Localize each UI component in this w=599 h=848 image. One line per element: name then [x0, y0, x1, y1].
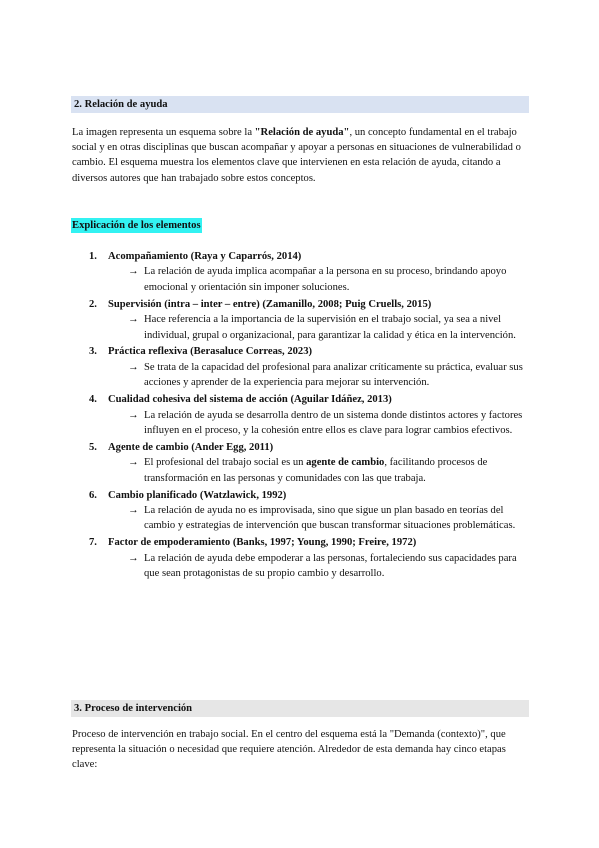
- item-title: Práctica reflexiva (Berasaluce Correas, 2023): [108, 346, 313, 358]
- intro-bold-term: "Relación de ayuda": [254, 127, 350, 138]
- arrow-icon: →: [128, 361, 139, 373]
- item-description-text: La relación de ayuda no es improvisada, sino que sigue un plan basado en teorías del cambio y estrategias de intervención que buscan transformar situaciones problemáticas.: [144, 504, 516, 532]
- item-title: Agente de cambio (Ander Egg, 2011): [108, 441, 274, 453]
- list-item: [71, 297, 529, 343]
- item-number: 2.: [89, 298, 97, 310]
- item-number: 3.: [89, 346, 97, 358]
- elements-list: [71, 249, 529, 583]
- item-description-text: Se trata de la capacidad del profesional para analizar críticamente su práctica, evaluar sus acciones y aprender de la experiencia para mejorar su intervención.: [144, 361, 523, 389]
- item-title: Cualidad cohesiva del sistema de acción (Aguilar Idáñez, 2013): [108, 394, 392, 406]
- item-number: 7.: [89, 537, 97, 549]
- item-description-text: La relación de ayuda implica acompañar a la persona en su proceso, brindando apoyo emocional y orientación sin imponer soluciones.: [144, 266, 507, 293]
- arrow-icon: →: [128, 314, 139, 326]
- item-title: Cambio planificado (Watzlawick, 1992): [108, 489, 287, 501]
- list-item: [71, 249, 529, 295]
- section-heading-proceso-de-intervencion: 3. Proceso de intervención: [71, 700, 529, 717]
- item-description: [128, 551, 529, 582]
- item-title: Acompañamiento (Raya y Caparrós, 2014): [108, 251, 302, 262]
- list-item: [71, 488, 529, 534]
- section3-intro-paragraph: Proceso de intervención en trabajo social. En el centro del esquema está la "Demanda (contexto)", que representa la situación o necesidad que requiere atención. Alrededor de esta demanda hay cinco etapas clave:: [72, 729, 506, 771]
- list-item: [71, 535, 529, 581]
- item-description-text: Hace referencia a la importancia de la supervisión en el trabajo social, ya sea a nivel individual, grupal o organizacional, para garantizar la calidad y ética en la intervención.: [144, 314, 516, 341]
- item-number: 1.: [89, 251, 97, 262]
- item-number: 5.: [89, 441, 97, 453]
- item-description-text: La relación de ayuda se desarrolla dentro de un sistema donde distintos actores y factores influyen en el proceso, y la cohesión entre ellos es clave para lograr cambios efectivos.: [144, 409, 523, 436]
- highlighted-subheading: Explicación de los elementos: [72, 220, 201, 231]
- item-number: 4.: [89, 394, 97, 406]
- arrow-icon: →: [128, 552, 139, 564]
- item-description: [128, 360, 529, 391]
- item-description-text-end: , facilitando procesos de transformación en las personas y comunidades con las que trabaja.: [144, 457, 488, 484]
- item-number: 6.: [89, 489, 97, 501]
- item-title: Supervisión (intra – inter – entre) (Zamanillo, 2008; Puig Cruells, 2015): [108, 298, 432, 310]
- list-item: [71, 440, 529, 486]
- list-item: [71, 392, 529, 438]
- arrow-icon: →: [128, 457, 139, 469]
- item-title: Factor de empoderamiento (Banks, 1997; Young, 1990; Freire, 1972): [108, 537, 417, 549]
- item-description-bold: agente de cambio: [306, 457, 385, 469]
- item-description-text: La relación de ayuda debe empoderar a las personas, fortaleciendo sus capacidades para que sean protagonistas de su propio cambio y desarrollo.: [144, 552, 517, 580]
- intro-text-end: , un concepto fundamental en el trabajo social y en otras disciplinas que buscan acompañar y apoyar a personas en situaciones de vulnerabilidad o cambio. El esquema muestra los elementos clave que intervienen en esta relación de ayuda, citando a diversos autores que han trabajado sobre estos conceptos.: [72, 127, 521, 184]
- intro-text-start: La imagen representa un esquema sobre la: [72, 127, 255, 138]
- arrow-icon: →: [128, 266, 139, 278]
- arrow-icon: →: [128, 504, 139, 516]
- item-description: [128, 408, 529, 439]
- section-heading-relacion-de-ayuda: 2. Relación de ayuda: [71, 96, 529, 113]
- list-item: [71, 344, 529, 390]
- item-description: [128, 312, 529, 343]
- item-description: [128, 455, 529, 486]
- item-description-text: El profesional del trabajo social es un: [144, 457, 307, 469]
- section2-intro-paragraph: [72, 125, 528, 186]
- item-description: [128, 264, 529, 295]
- arrow-icon: →: [128, 409, 139, 421]
- item-description: [128, 503, 529, 534]
